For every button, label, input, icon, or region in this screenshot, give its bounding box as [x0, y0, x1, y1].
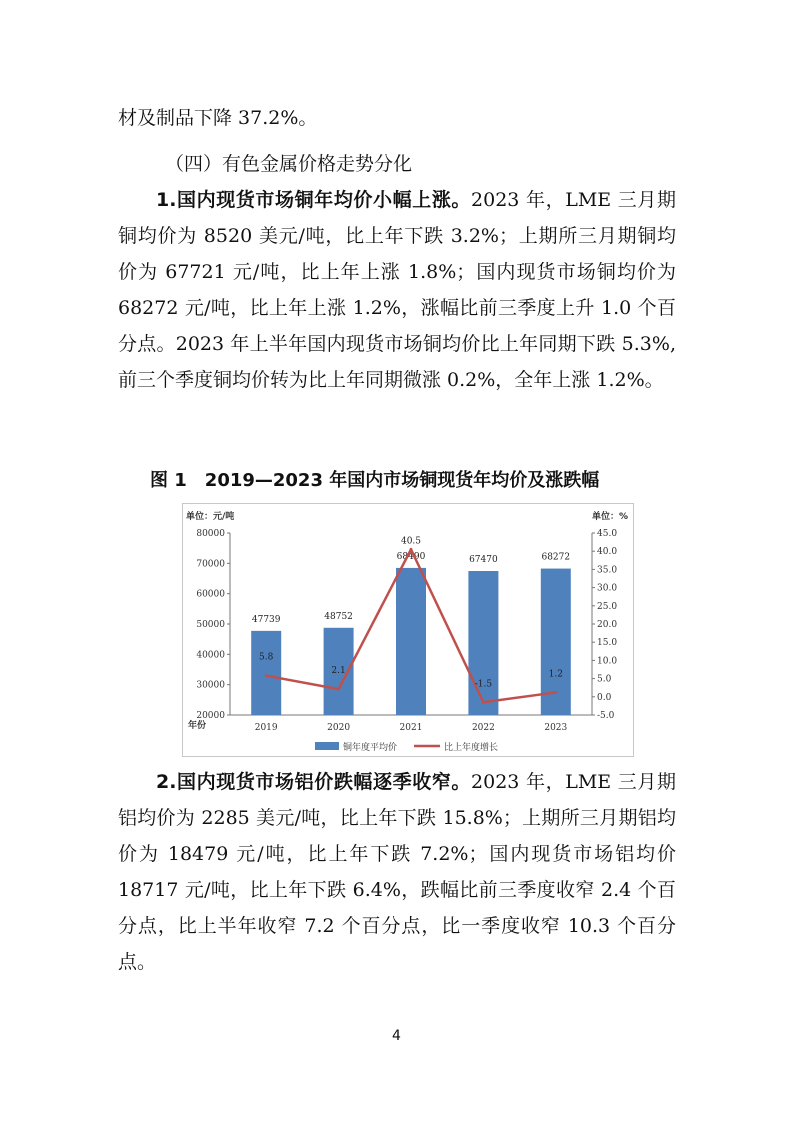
- bar-2019: [251, 631, 281, 715]
- right-tick-label: 20.0: [597, 620, 618, 630]
- paragraph-aluminum-body: 2023 年，LME 三月期铝均价为 2285 美元/吨，比上年下跌 15.8%；上期所三月期铝均价为 18479 元/吨，比上年下跌 7.2%；国内现货市场铝均价 18717 元/吨，比上年下跌 6.4%，跌幅比前三季度收窄 2.4 个百分点，比上半年收窄 7.2 个百分点，比一季度收窄 10.3 个百分点。: [118, 771, 676, 973]
- bar-2022: [468, 571, 498, 715]
- bar-value-label: 67470: [469, 555, 498, 566]
- growth-value-label: 40.5: [400, 536, 422, 547]
- figure-title: 图 1 2019—2023 年国内市场铜现货年均价及涨跌幅: [150, 470, 600, 491]
- growth-value-label: 2.1: [331, 666, 346, 677]
- growth-point-2021: [410, 548, 413, 551]
- x-tick-label: 2021: [399, 723, 423, 733]
- left-tick-label: 40000: [196, 650, 225, 661]
- x-tick-label: 2019: [254, 723, 278, 733]
- x-tick-label: 2023: [544, 723, 568, 733]
- left-axis-unit: 单位：元/吨: [186, 512, 235, 522]
- right-axis-unit: 单位：%: [591, 512, 628, 522]
- right-tick-label: 5.0: [597, 674, 612, 685]
- chart-svg: [182, 503, 634, 757]
- paragraph-copper-lead: 1.国内现货市场铜年均价小幅上涨。: [156, 189, 472, 211]
- copper-price-chart: [182, 503, 634, 757]
- growth-point-2020: [337, 688, 340, 691]
- right-tick-label: 30.0: [597, 583, 618, 594]
- right-tick-label: 10.0: [597, 656, 618, 667]
- paragraph-continuation: 材及制品下降 37.2%。: [118, 107, 318, 129]
- legend-swatch-bar: [315, 742, 339, 750]
- growth-value-label: 1.2: [548, 669, 563, 680]
- bar-value-label: 48752: [324, 611, 353, 622]
- bar-2021: [396, 568, 426, 715]
- right-tick-label: 15.0: [597, 638, 618, 649]
- left-tick-label: 30000: [196, 680, 225, 691]
- page-number: 4: [392, 1028, 401, 1044]
- left-tick-label: 20000: [196, 711, 225, 721]
- left-tick-label: 60000: [196, 589, 225, 600]
- right-tick-label: 40.0: [597, 547, 618, 558]
- bar-value-label: 68490: [396, 551, 426, 562]
- growth-point-2019: [265, 674, 268, 677]
- paragraph-copper-body: 2023 年，LME 三月期铜均价为 8520 美元/吨，比上年下跌 3.2%；上期所三月期铜均价为 67721 元/吨，比上年上涨 1.8%；国内现货市场铜均价为 68272 元/吨，比上年上涨 1.2%，涨幅比前三季度上升 1.0 个百分点。2023 年上半年国内现货市场铜均价比上年同期下跌 5.3%,前三个季度铜均价转为比上年同期微涨 0.2%，全年上涨 1.2%。: [118, 189, 676, 391]
- right-tick-label: 45.0: [597, 529, 618, 539]
- growth-point-2023: [554, 691, 557, 694]
- bar-value-label: 47739: [251, 614, 281, 625]
- growth-value-label: 5.8: [259, 652, 274, 663]
- paragraph-aluminum: [118, 764, 676, 980]
- left-tick-label: 50000: [196, 620, 225, 630]
- x-tick-label: 2022: [471, 723, 495, 733]
- legend-label-bar: 铜年度平均价: [343, 743, 398, 753]
- legend-label-line: 比上年度增长: [444, 743, 499, 753]
- right-tick-label: -5.0: [597, 711, 615, 721]
- right-tick-label: 25.0: [597, 601, 618, 612]
- right-tick-label: 35.0: [597, 565, 618, 576]
- growth-value-label: -1.5: [474, 679, 493, 690]
- paragraph-copper: [118, 182, 676, 398]
- right-tick-label: 0.0: [597, 692, 612, 703]
- left-tick-label: 70000: [196, 559, 225, 570]
- x-tick-label: 2020: [327, 723, 351, 733]
- growth-point-2022: [482, 701, 485, 704]
- bar-value-label: 68272: [541, 552, 571, 563]
- x-axis-label: 年份: [188, 721, 207, 731]
- paragraph-aluminum-lead: 2.国内现货市场铝价跌幅逐季收窄。: [156, 771, 472, 793]
- section-heading: （四）有色金属价格走势分化: [165, 153, 413, 175]
- left-tick-label: 80000: [196, 529, 225, 539]
